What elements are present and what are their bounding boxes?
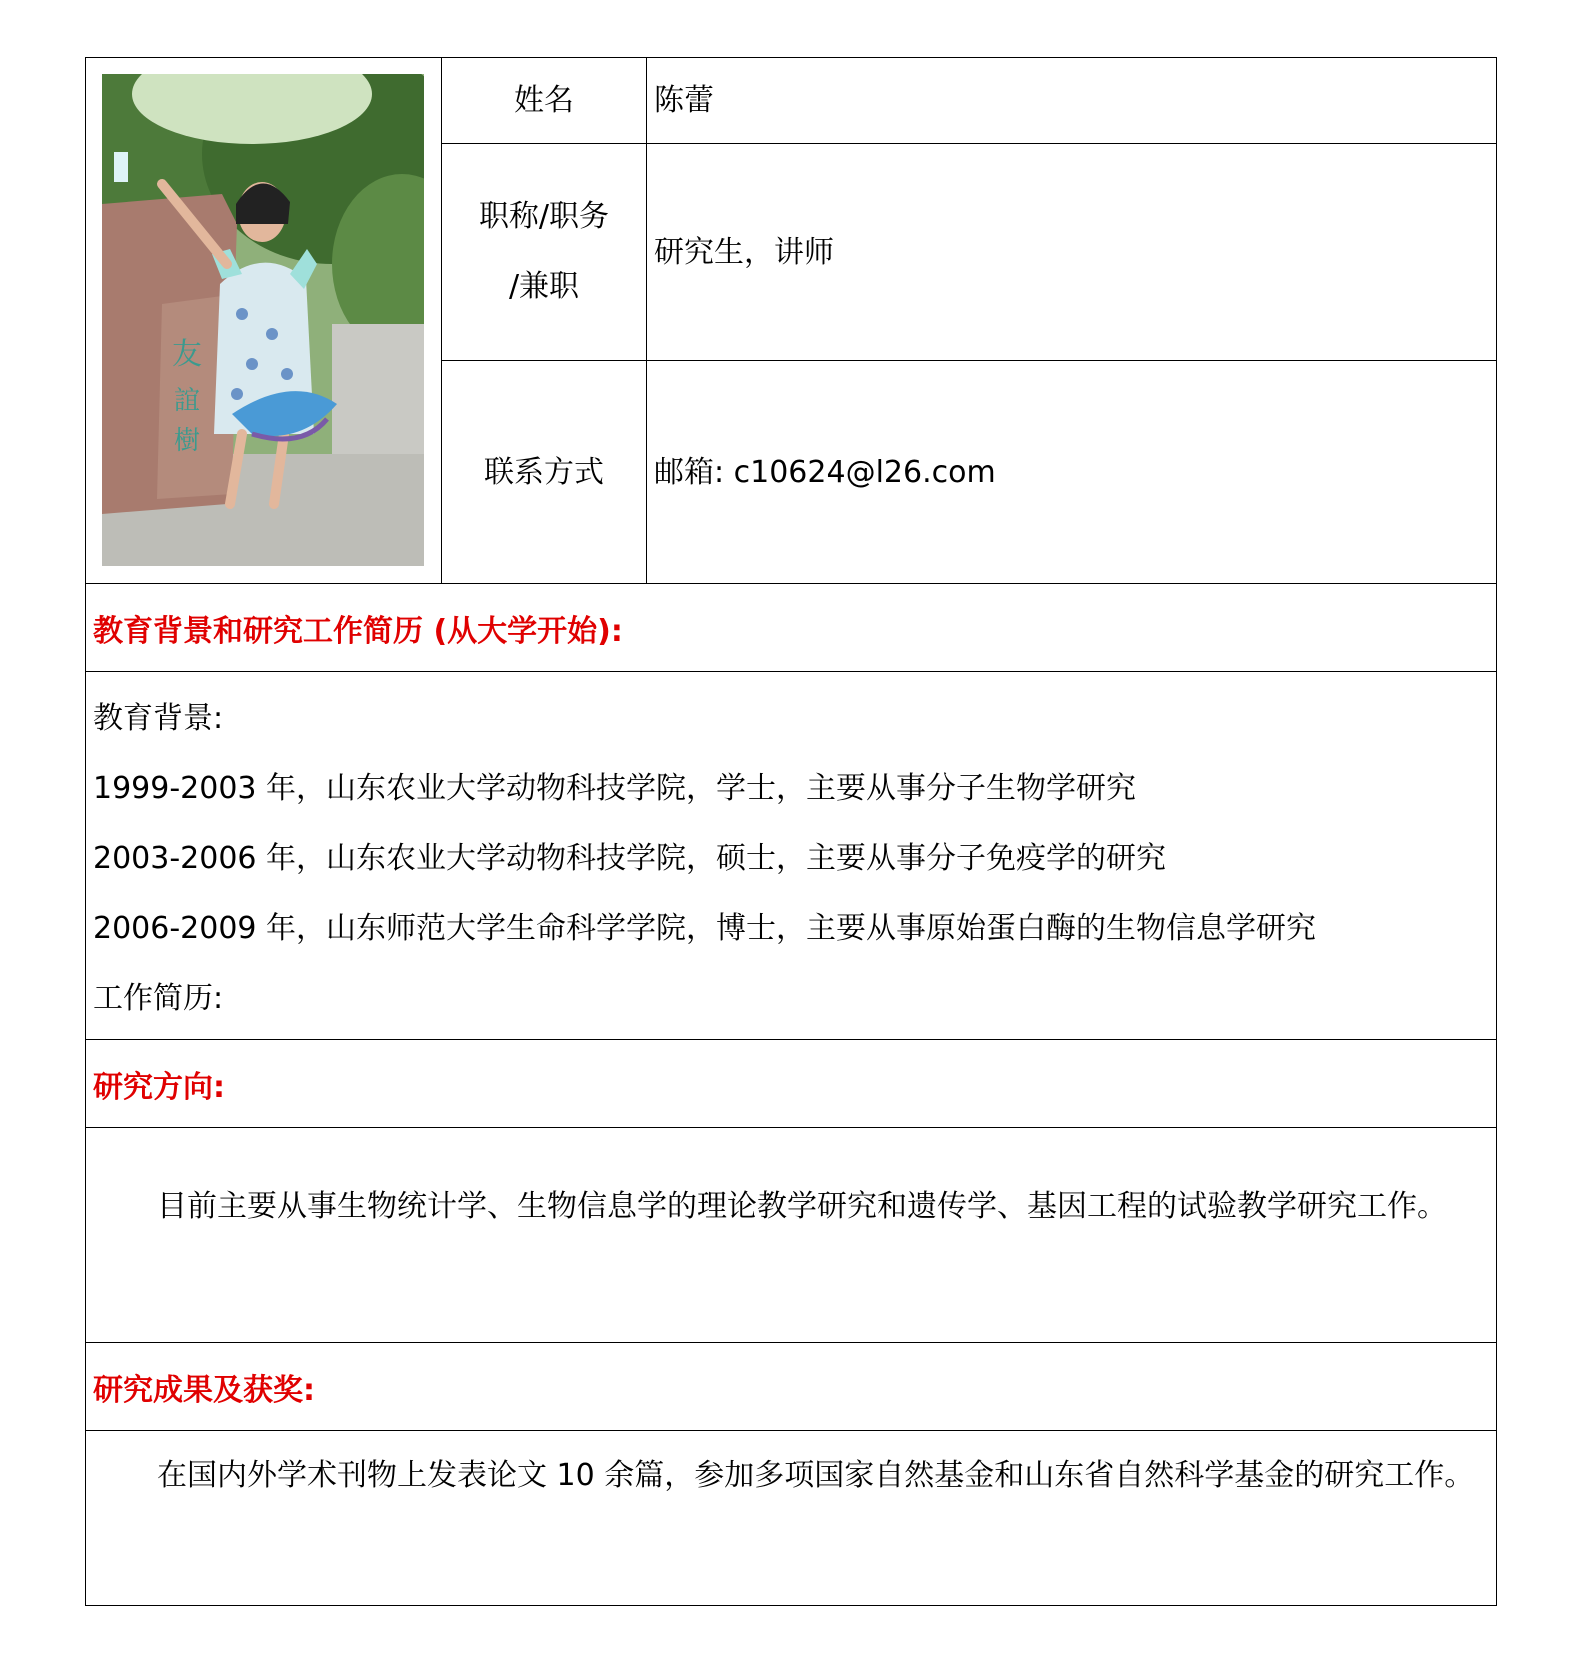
- education-item-1: 1999-2003 年，山东农业大学动物科技学院，学士，主要从事分子生物学研究: [93, 771, 1137, 806]
- education-item-3: 2006-2009 年，山东师范大学生命科学学院，博士，主要从事原始蛋白酶的生物信息学研究: [93, 911, 1317, 946]
- research-heading: 研究方向:: [85, 1039, 1497, 1128]
- education-item-2: 2003-2006 年，山东农业大学动物科技学院，硕士，主要从事分子免疫学的研究: [93, 841, 1167, 876]
- contact-value[interactable]: 邮箱: c10624@l26.com: [646, 360, 1497, 584]
- svg-text:誼: 誼: [174, 386, 201, 416]
- photo-cell: [85, 57, 442, 584]
- research-text: 目前主要从事生物统计学、生物信息学的理论教学研究和遗传学、基因工程的试验教学研究工作。: [157, 1189, 1447, 1224]
- name-value: 陈蕾: [646, 57, 1497, 144]
- education-body: [85, 671, 1497, 1040]
- contact-label: 联系方式: [441, 360, 647, 584]
- svg-text:樹: 樹: [174, 426, 201, 456]
- education-heading: 教育背景和研究工作简历 (从大学开始):: [85, 583, 1497, 672]
- profile-photo: [102, 74, 424, 566]
- profile-table: [85, 57, 1497, 1606]
- achievements-text: 在国内外学术刊物上发表论文 10 余篇，参加多项国家自然基金和山东省自然科学基金的研究工作。: [157, 1458, 1475, 1493]
- education-subheading: 教育背景:: [93, 701, 224, 736]
- work-history-heading: 工作简历:: [93, 981, 224, 1016]
- achievements-heading: 研究成果及获奖:: [85, 1342, 1497, 1431]
- svg-text:友: 友: [172, 337, 202, 372]
- research-body: [85, 1127, 1497, 1343]
- person-photo-icon: [102, 74, 424, 566]
- achievements-body: [85, 1430, 1497, 1606]
- title-label: 职称/职务 /兼职: [441, 143, 647, 361]
- title-value: 研究生，讲师: [646, 143, 1497, 361]
- name-label: 姓名: [441, 57, 647, 144]
